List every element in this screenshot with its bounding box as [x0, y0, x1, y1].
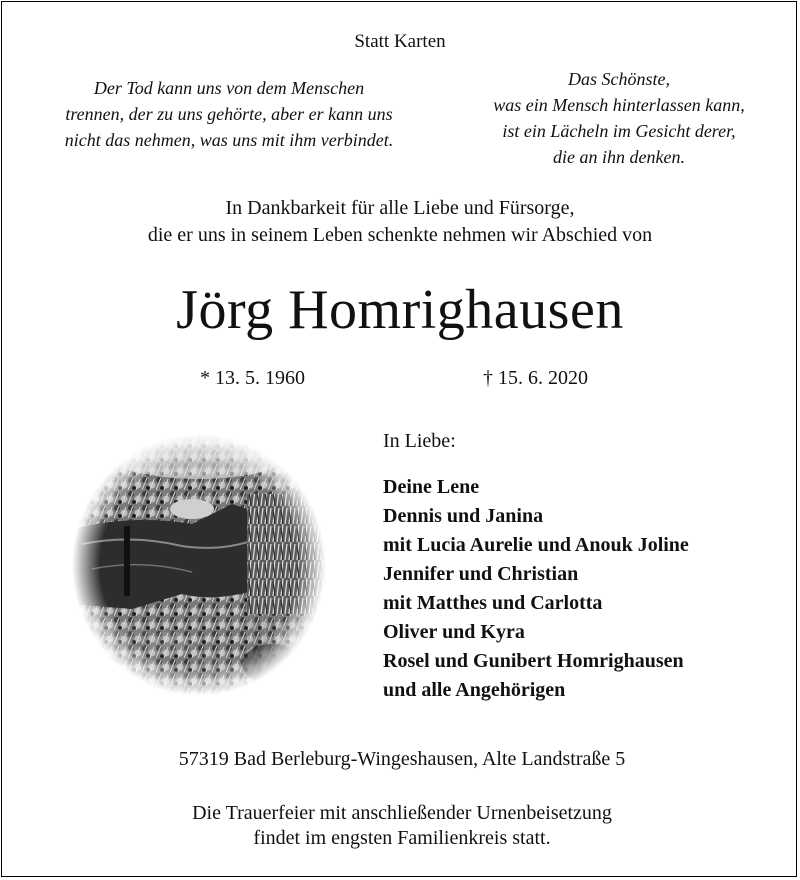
mourners-list — [383, 473, 689, 705]
mourners-heading: In Liebe: — [383, 430, 456, 452]
family-address: 57319 Bad Berleburg-Wingeshausen, Alte Landstraße 5 — [178, 748, 626, 770]
intro-line: die er uns in seinem Leben schenkte nehmen wir Abschied von — [147, 224, 653, 246]
intro-text — [2, 195, 798, 249]
quote-right — [454, 66, 784, 170]
deceased-name: Jörg Homrighausen — [176, 279, 624, 341]
list-item: Rosel und Gunibert Homrighausen — [383, 650, 684, 672]
intro-line: In Dankbarkeit für alle Liebe und Fürsorge, — [225, 197, 575, 219]
quote-left-line: nicht das nehmen, was uns mit ihm verbindet. — [64, 130, 394, 150]
birth-date: * 13. 5. 1960 — [200, 367, 305, 389]
list-item: Jennifer und Christian — [383, 563, 579, 585]
funeral-note-line: findet im engsten Familienkreis statt. — [253, 827, 551, 849]
obituary-notice — [1, 1, 797, 877]
list-item: und alle Angehörigen — [383, 679, 566, 701]
quote-left — [24, 75, 434, 153]
garden-pond-photo-icon — [72, 434, 326, 696]
quote-left-line: trennen, der zu uns gehörte, aber er kann uns — [65, 104, 393, 124]
death-date: † 15. 6. 2020 — [483, 367, 588, 389]
quote-right-line: ist ein Lächeln im Gesicht derer, — [502, 121, 736, 141]
list-item: mit Matthes und Carlotta — [383, 592, 603, 614]
quote-right-line: Das Schönste, — [568, 69, 670, 89]
list-item: Oliver und Kyra — [383, 621, 525, 643]
quote-right-line: die an ihn denken. — [553, 147, 685, 167]
quote-right-line: was ein Mensch hinterlassen kann, — [493, 95, 745, 115]
funeral-note — [2, 801, 800, 851]
list-item: mit Lucia Aurelie und Anouk Joline — [383, 534, 689, 556]
header-title: Statt Karten — [354, 31, 446, 52]
list-item: Dennis und Janina — [383, 505, 544, 527]
quote-left-line: Der Tod kann uns von dem Menschen — [93, 78, 365, 98]
funeral-note-line: Die Trauerfeier mit anschließender Urnenbeisetzung — [192, 802, 612, 824]
list-item: Deine Lene — [383, 476, 480, 498]
